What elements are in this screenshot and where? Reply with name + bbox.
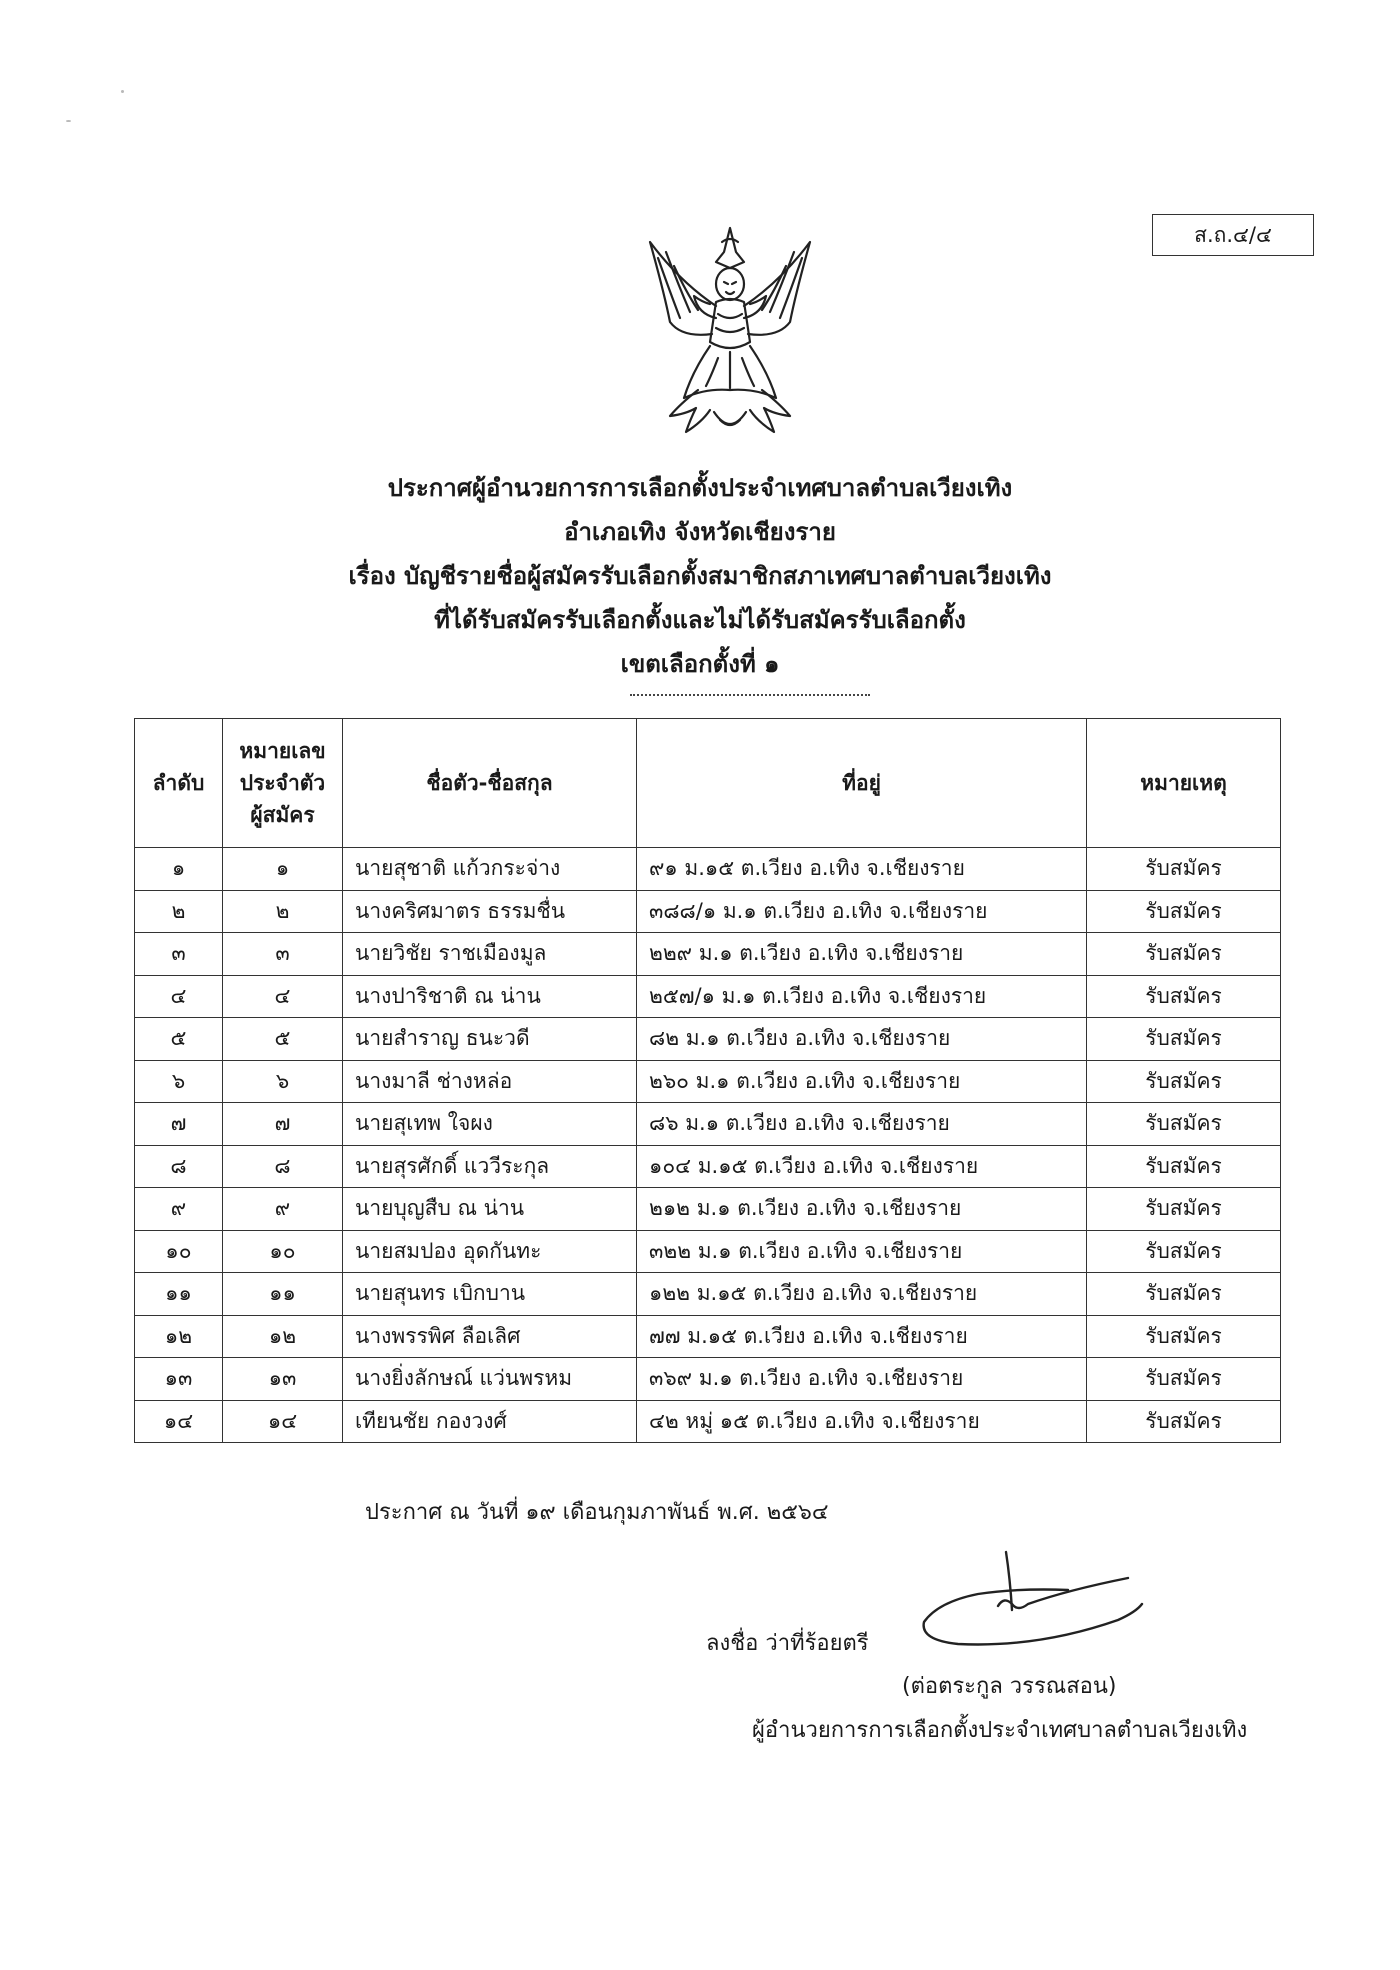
cell-address: ๓๘๘/๑ ม.๑ ต.เวียง อ.เทิง จ.เชียงราย [637,890,1087,933]
cell-name: นางพรรพิศ ลือเลิศ [343,1315,637,1358]
cell-name: นางยิ่งลักษณ์ แว่นพรหม [343,1358,637,1401]
table-row [135,975,1281,1018]
table-row [135,933,1281,976]
cell-candidate-no: ๕ [223,1018,343,1061]
header-address: ที่อยู่ [637,719,1087,848]
cell-remark: รับสมัคร [1087,1315,1281,1358]
cell-name: นางปาริชาติ ณ น่าน [343,975,637,1018]
header-name: ชื่อตัว-ชื่อสกุล [343,719,637,848]
cell-address: ๓๒๒ ม.๑ ต.เวียง อ.เทิง จ.เชียงราย [637,1230,1087,1273]
cell-address: ๒๕๗/๑ ม.๑ ต.เวียง อ.เทิง จ.เชียงราย [637,975,1087,1018]
signer-position: ผู้อำนวยการการเลือกตั้งประจำเทศบาลตำบลเวียงเทิง [752,1718,1248,1743]
table-row [135,848,1281,891]
table-row [135,1400,1281,1443]
cell-name: นายสมปอง อุดกันทะ [343,1230,637,1273]
cell-order: ๑๔ [135,1400,223,1443]
garuda-emblem-icon [640,222,820,442]
table-row [135,1018,1281,1061]
table-row [135,1273,1281,1316]
cell-remark: รับสมัคร [1087,1358,1281,1401]
cell-candidate-no: ๑๒ [223,1315,343,1358]
title-line: อำเภอเทิง จังหวัดเชียงราย [564,518,836,546]
cell-name: นายสุนทร เบิกบาน [343,1273,637,1316]
table-row [135,1188,1281,1231]
cell-order: ๑๐ [135,1230,223,1273]
cell-remark: รับสมัคร [1087,1188,1281,1231]
cell-order: ๖ [135,1060,223,1103]
cell-order: ๔ [135,975,223,1018]
cell-name: นางคริศมาตร ธรรมชื่น [343,890,637,933]
table-row [135,1103,1281,1146]
table-row [135,1145,1281,1188]
form-code: ส.ถ.๔/๔ [1194,222,1272,247]
cell-remark: รับสมัคร [1087,1018,1281,1061]
handwritten-signature-icon [918,1548,1148,1658]
signer-name: (ต่อตระกูล วรรณสอน) [902,1674,1117,1699]
cell-candidate-no: ๔ [223,975,343,1018]
cell-address: ๒๖๐ ม.๑ ต.เวียง อ.เทิง จ.เชียงราย [637,1060,1087,1103]
cell-candidate-no: ๗ [223,1103,343,1146]
table-row [135,1315,1281,1358]
cell-address: ๘๖ ม.๑ ต.เวียง อ.เทิง จ.เชียงราย [637,1103,1087,1146]
cell-remark: รับสมัคร [1087,1060,1281,1103]
cell-address: ๑๐๔ ม.๑๕ ต.เวียง อ.เทิง จ.เชียงราย [637,1145,1087,1188]
cell-candidate-no: ๘ [223,1145,343,1188]
scan-speck [66,120,71,122]
cell-address: ๒๒๙ ม.๑ ต.เวียง อ.เทิง จ.เชียงราย [637,933,1087,976]
cell-candidate-no: ๑๐ [223,1230,343,1273]
table-row [135,890,1281,933]
cell-name: นายสุชาติ แก้วกระจ่าง [343,848,637,891]
cell-remark: รับสมัคร [1087,1400,1281,1443]
cell-remark: รับสมัคร [1087,890,1281,933]
document-title [250,466,1150,686]
cell-candidate-no: ๑ [223,848,343,891]
cell-remark: รับสมัคร [1087,1273,1281,1316]
cell-address: ๗๗ ม.๑๕ ต.เวียง อ.เทิง จ.เชียงราย [637,1315,1087,1358]
cell-name: เทียนชัย กองวงศ์ [343,1400,637,1443]
cell-candidate-no: ๑๓ [223,1358,343,1401]
cell-candidate-no: ๒ [223,890,343,933]
cell-order: ๑๒ [135,1315,223,1358]
cell-name: นางมาลี ช่างหล่อ [343,1060,637,1103]
form-code-box [1152,214,1314,256]
cell-name: นายสำราญ ธนะวดี [343,1018,637,1061]
header-candidate-no-line: หมายเลข [239,739,326,763]
header-candidate-no-line: ผู้สมัคร [250,803,315,827]
signature-label: ลงชื่อ ว่าที่ร้อยตรี [706,1631,869,1656]
cell-remark: รับสมัคร [1087,1145,1281,1188]
cell-order: ๕ [135,1018,223,1061]
cell-remark: รับสมัคร [1087,1230,1281,1273]
cell-remark: รับสมัคร [1087,1103,1281,1146]
cell-name: นายวิชัย ราชเมืองมูล [343,933,637,976]
cell-address: ๓๖๙ ม.๑ ต.เวียง อ.เทิง จ.เชียงราย [637,1358,1087,1401]
cell-address: ๒๑๒ ม.๑ ต.เวียง อ.เทิง จ.เชียงราย [637,1188,1087,1231]
cell-candidate-no: ๓ [223,933,343,976]
header-candidate-no-line: ประจำตัว [239,771,326,795]
table-row [135,1358,1281,1401]
header-remark: หมายเหตุ [1087,719,1281,848]
cell-order: ๑๓ [135,1358,223,1401]
cell-address: ๑๒๒ ม.๑๕ ต.เวียง อ.เทิง จ.เชียงราย [637,1273,1087,1316]
cell-name: นายสุรศักดิ์ แววีระกุล [343,1145,637,1188]
cell-address: ๔๒ หมู่ ๑๕ ต.เวียง อ.เทิง จ.เชียงราย [637,1400,1087,1443]
candidate-table [134,718,1281,1443]
dotted-separator [630,694,870,696]
title-line: ประกาศผู้อำนวยการการเลือกตั้งประจำเทศบาลตำบลเวียงเทิง [387,474,1013,502]
title-line: เขตเลือกตั้งที่ ๑ [620,650,780,678]
table-header-row [135,719,1281,848]
title-line: เรื่อง บัญชีรายชื่อผู้สมัครรับเลือกตั้งสมาชิกสภาเทศบาลตำบลเวียงเทิง [348,562,1052,590]
cell-remark: รับสมัคร [1087,933,1281,976]
cell-name: นายบุญสืบ ณ น่าน [343,1188,637,1231]
cell-address: ๘๒ ม.๑ ต.เวียง อ.เทิง จ.เชียงราย [637,1018,1087,1061]
cell-name: นายสุเทพ ใจผง [343,1103,637,1146]
cell-order: ๒ [135,890,223,933]
cell-order: ๘ [135,1145,223,1188]
cell-remark: รับสมัคร [1087,848,1281,891]
cell-remark: รับสมัคร [1087,975,1281,1018]
cell-order: ๗ [135,1103,223,1146]
cell-order: ๓ [135,933,223,976]
cell-order: ๑ [135,848,223,891]
header-order: ลำดับ [135,719,223,848]
title-line: ที่ได้รับสมัครรับเลือกตั้งและไม่ได้รับสมัครรับเลือกตั้ง [434,606,966,634]
cell-candidate-no: ๙ [223,1188,343,1231]
cell-order: ๑๑ [135,1273,223,1316]
cell-order: ๙ [135,1188,223,1231]
cell-candidate-no: ๖ [223,1060,343,1103]
cell-candidate-no: ๑๔ [223,1400,343,1443]
cell-address: ๙๑ ม.๑๕ ต.เวียง อ.เทิง จ.เชียงราย [637,848,1087,891]
announcement-date: ประกาศ ณ วันที่ ๑๙ เดือนกุมภาพันธ์ พ.ศ. ๒๕๖๔ [365,1500,829,1525]
scan-speck [121,90,124,93]
table-row [135,1230,1281,1273]
table-row [135,1060,1281,1103]
cell-candidate-no: ๑๑ [223,1273,343,1316]
header-candidate-no [223,719,343,848]
